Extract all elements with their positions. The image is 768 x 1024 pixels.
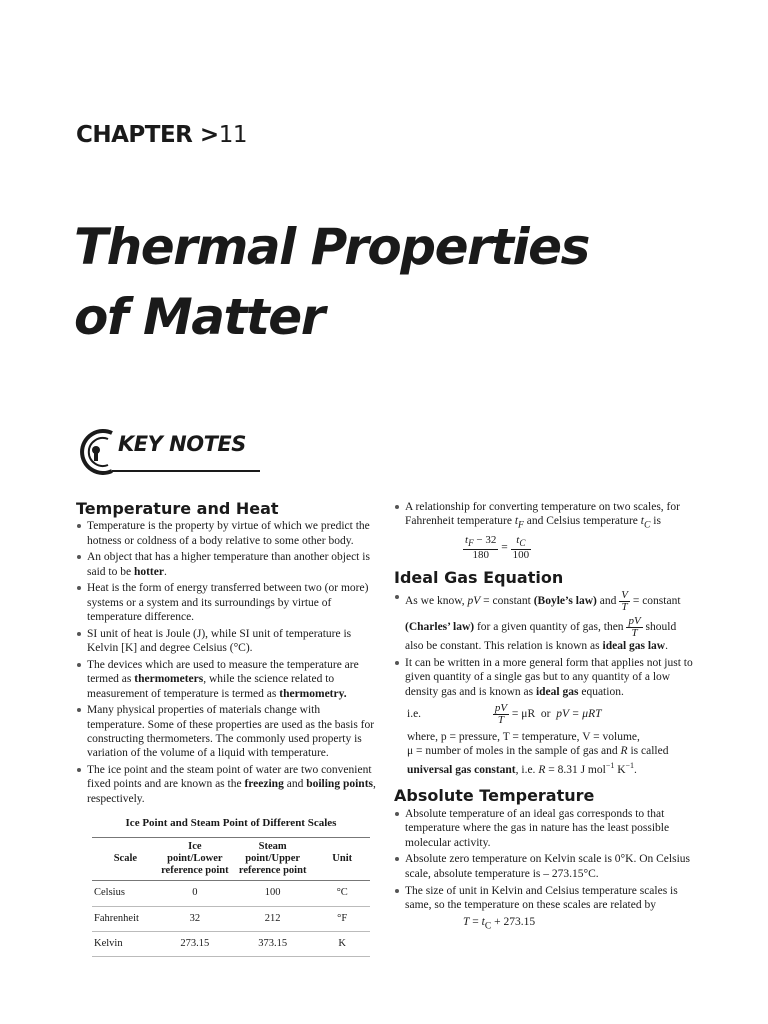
bullet-text: is: [650, 515, 661, 528]
table-cell: 273.15: [159, 931, 231, 956]
bullet-text: It can be written in a more general form that applies not just to given quantity of a single gas but to any quantity of a low density gas and is known as: [405, 657, 693, 698]
bullet-text: μ = number of moles in the sample of gas and: [407, 745, 621, 758]
bullet-text: where,: [407, 731, 441, 744]
math-sub: C: [519, 538, 526, 549]
conversion-equation: [463, 535, 694, 561]
fraction-v-over-t: [619, 590, 630, 613]
bullet-text: p = pressure, T = temperature, V = volume,: [440, 731, 640, 744]
math-var: R: [538, 763, 546, 776]
math-var: R: [620, 745, 628, 758]
math-text: =: [469, 916, 482, 929]
math-var: pV: [494, 702, 508, 715]
list-item: [394, 852, 694, 881]
key-notes-banner: [74, 428, 274, 476]
title-line-1: Thermal Properties: [74, 218, 589, 276]
bullet-text: is called: [627, 745, 669, 758]
list-item: [394, 500, 694, 561]
absolute-temp-list: [394, 807, 694, 934]
math-var: t: [516, 533, 520, 546]
bullet-text: The size of unit in Kelvin and Celsius temperature scales is same, so the temperature on these scales are related by: [405, 884, 678, 911]
bullet-text: , i.e.: [515, 763, 539, 776]
math-sub: F: [518, 519, 524, 531]
math-text: 180: [472, 549, 489, 562]
math-text: or: [535, 708, 557, 721]
bullet-text: and: [596, 595, 620, 608]
math-text: 100: [512, 549, 530, 562]
bold-term: hotter: [133, 565, 164, 578]
math-sub: C: [484, 920, 492, 932]
bullet-text: .: [163, 565, 167, 578]
table-cell: Fahrenheit: [92, 906, 159, 931]
kelvin-celsius-equation: [463, 915, 694, 934]
chapter-word: CHAPTER: [76, 122, 193, 148]
fraction-pv-over-t: [493, 703, 509, 726]
scales-table: [92, 837, 370, 957]
table-header-row: [92, 838, 370, 881]
math-var: t: [640, 515, 644, 528]
bullet-text: = 8.31 J mol: [545, 763, 606, 776]
bullet-text: SI unit of heat is Joule (J), while SI unit of temperature is Kelvin [K] and degree Celsius (°C).: [87, 627, 352, 655]
bullet-text: The devices which are used to measure the temperature are termed as: [87, 658, 359, 686]
bold-term: thermometry.: [279, 687, 347, 700]
list-item: [394, 590, 694, 653]
table-cell: Kelvin: [92, 931, 159, 956]
bullet-text: Absolute zero temperature on Kelvin scale is 0°K. On Celsius scale, absolute temperature is – 273.15°C.: [405, 853, 691, 880]
math-sup: −1: [625, 760, 635, 770]
table-row: [92, 881, 370, 906]
bullet-text: The ice point and the steam point of water are two convenient fixed points and are known as the: [87, 764, 372, 791]
relation-list: [394, 500, 694, 561]
bold-term: freezing: [244, 778, 284, 791]
bold-term: boiling points: [306, 778, 373, 791]
bullet-text: K: [614, 763, 626, 776]
bullet-text: and: [283, 778, 307, 791]
list-item: [394, 884, 694, 934]
equals-sign: =: [501, 541, 508, 554]
math-text: pV = μRT: [556, 708, 602, 721]
list-item: [76, 658, 378, 701]
bullet-text: .: [634, 763, 637, 776]
math-var: t: [465, 533, 469, 546]
fraction-pv-over-t: [626, 616, 642, 639]
bullet-text: should also be constant. This relation is known as: [405, 621, 677, 653]
ideal-gas-equation: [407, 703, 694, 726]
bullet-text: A relationship for converting temperature on two scales, for Fahrenheit temperature: [405, 501, 680, 528]
table-row: [92, 906, 370, 931]
temp-heat-list: [76, 519, 378, 806]
math-var: t: [481, 916, 485, 929]
table-cell: 0: [159, 881, 231, 906]
table-cell: °C: [314, 881, 370, 906]
table-cell: 212: [231, 906, 314, 931]
bullet-text: = constant: [629, 595, 681, 608]
bold-term: ideal gas: [535, 685, 579, 698]
bullet-text: Absolute temperature of an ideal gas corresponds to that temperature where the gas in nature has the least possible molecular activity.: [405, 808, 670, 849]
bold-term: (Charles’ law): [405, 621, 475, 634]
bullet-text: = constant: [480, 595, 534, 608]
list-item: [76, 763, 378, 806]
bullet-text: An object that has a higher temperature than another object is said to be: [87, 551, 370, 578]
bold-term: universal gas constant: [407, 763, 516, 776]
list-item: [76, 581, 378, 624]
math-sub: C: [644, 519, 651, 531]
chapter-label: [76, 122, 247, 148]
where-block: [407, 730, 694, 777]
math-var: T: [463, 916, 470, 929]
math-sub: F: [468, 538, 474, 549]
math-var: t: [514, 515, 519, 528]
table-cell: 32: [159, 906, 231, 931]
table-cell: 373.15: [231, 931, 314, 956]
bullet-text: equation.: [578, 685, 624, 698]
left-column: [76, 499, 378, 957]
chapter-number: 11: [218, 122, 247, 148]
bullet-continuation: [405, 616, 694, 653]
scales-table-block: [76, 816, 378, 957]
math-var: T: [497, 714, 504, 727]
table-cell: Celsius: [92, 881, 159, 906]
bullet-text: As we know,: [405, 595, 468, 608]
list-item: [76, 627, 378, 656]
temp-heat-heading: Temperature and Heat: [76, 499, 279, 518]
bullet-text: for a given quantity of gas, then: [474, 621, 627, 634]
table-caption: Ice Point and Steam Point of Different Scales: [125, 816, 337, 829]
chapter-separator: >: [199, 122, 219, 148]
table-cell: K: [314, 931, 370, 956]
col-header-scale: Scale: [92, 838, 159, 881]
right-column: [394, 500, 694, 936]
title-line-2: of Matter: [74, 288, 324, 346]
key-notes-label: KEY NOTES: [118, 432, 246, 456]
bullet-text: .: [665, 640, 668, 653]
math-sup: −1: [605, 760, 615, 770]
math-var: pV: [628, 615, 641, 628]
table-cell: °F: [314, 906, 370, 931]
table-row: [92, 931, 370, 956]
bullet-text: Many physical properties of materials change with temperature. Some of these properties are used as the basis for constructing thermometers. The commonly used property is variation of the volume of a liquid with temperature.: [87, 704, 375, 760]
bullet-text: , while the science related to measurement of temperature is termed as: [87, 673, 335, 700]
ie-label: i.e.: [407, 708, 422, 721]
table-cell: 100: [231, 881, 314, 906]
math-text: = μR: [509, 708, 536, 721]
absolute-temp-heading: Absolute Temperature: [394, 785, 595, 805]
list-item: [76, 550, 378, 579]
bold-term: (Boyle’s law): [533, 595, 597, 608]
bullet-text: , respectively.: [87, 778, 376, 805]
list-item: [394, 807, 694, 850]
col-header-steam-point: Steam point/Upper reference point: [231, 838, 314, 881]
math-var: V: [621, 589, 628, 602]
ideal-gas-heading: Ideal Gas Equation: [394, 568, 564, 588]
ideal-gas-list: [394, 590, 694, 776]
page-title: [74, 212, 754, 352]
bullet-text: Temperature is the property by virtue of which we predict the hotness or coldness of a body relative to some other body.: [87, 520, 370, 547]
math-var: T: [621, 601, 628, 614]
math-var: T: [631, 627, 638, 640]
col-header-unit: Unit: [314, 838, 370, 881]
bullet-text: and Celsius temperature: [523, 515, 641, 528]
col-header-ice-point: Ice point/Lower reference point: [159, 838, 231, 881]
list-item: [394, 656, 694, 777]
fraction-left: [463, 535, 498, 561]
list-item: [76, 703, 378, 760]
list-item: [76, 519, 378, 548]
bullet-text: Heat is the form of energy transferred between two (or more) systems or a system and its surroundings by virtue of temperature difference.: [87, 582, 369, 624]
bold-term: ideal gas law: [602, 640, 666, 653]
math-text: − 32: [473, 533, 497, 546]
bold-term: thermometers: [134, 673, 204, 686]
fraction-right: [511, 535, 532, 561]
math-var: pV: [467, 595, 481, 608]
math-text: + 273.15: [491, 916, 536, 929]
